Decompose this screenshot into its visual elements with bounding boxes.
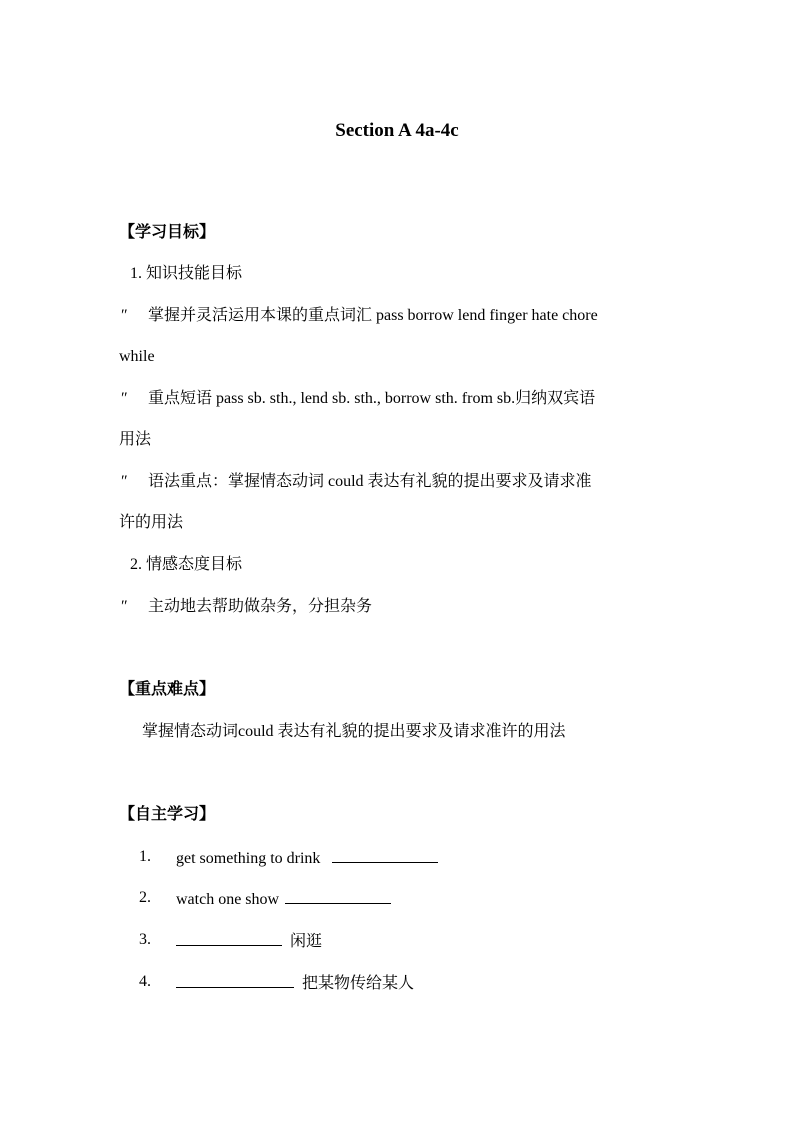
answer-blank[interactable]: [176, 971, 294, 988]
item-number: 2.: [139, 889, 151, 906]
objective-grammar-line2: 许的用法: [119, 514, 184, 531]
objective-phrases-line2: 用法: [119, 431, 152, 448]
self-study-item-1: [176, 846, 438, 870]
key-points-text: 掌握情态动词could 表达有礼貌的提出要求及请求准许的用法: [142, 723, 566, 740]
item-text: watch one show: [176, 891, 280, 908]
answer-blank[interactable]: [176, 929, 282, 946]
bullet-mark: ″: [121, 307, 128, 324]
knowledge-skills-title: 1. 知识技能目标: [130, 265, 243, 282]
item-text: 闲逛: [290, 933, 323, 950]
answer-blank[interactable]: [285, 887, 391, 904]
self-study-item-4: [176, 971, 414, 995]
self-study-heading: 【自主学习】: [119, 806, 216, 823]
self-study-item-2: [176, 887, 391, 911]
key-points-heading: 【重点难点】: [119, 681, 216, 698]
objective-grammar-line1: 语法重点：掌握情态动词 could 表达有礼貌的提出要求及请求准: [148, 473, 592, 490]
item-number: 4.: [139, 973, 151, 990]
objectives-heading: 【学习目标】: [119, 224, 216, 241]
objective-phrases-line1: 重点短语 pass sb. sth., lend sb. sth., borrow sth. from sb.归纳双宾语: [148, 390, 596, 407]
objective-vocabulary-line1: 掌握并灵活运用本课的重点词汇 pass borrow lend finger hate chore: [148, 307, 598, 324]
item-number: 1.: [139, 848, 151, 865]
item-number: 3.: [139, 931, 151, 948]
answer-blank[interactable]: [332, 846, 438, 863]
document-title: Section A 4a-4c: [335, 120, 459, 141]
objective-vocabulary-line2: while: [119, 348, 155, 365]
objective-attitude: 主动地去帮助做杂务，分担杂务: [148, 598, 373, 615]
item-text: get something to drink: [176, 850, 321, 867]
bullet-mark: ″: [121, 473, 128, 490]
bullet-mark: ″: [121, 598, 128, 615]
self-study-item-3: [176, 929, 322, 953]
attitude-title: 2. 情感态度目标: [130, 556, 243, 573]
item-text: 把某物传给某人: [302, 975, 415, 992]
bullet-mark: ″: [121, 390, 128, 407]
